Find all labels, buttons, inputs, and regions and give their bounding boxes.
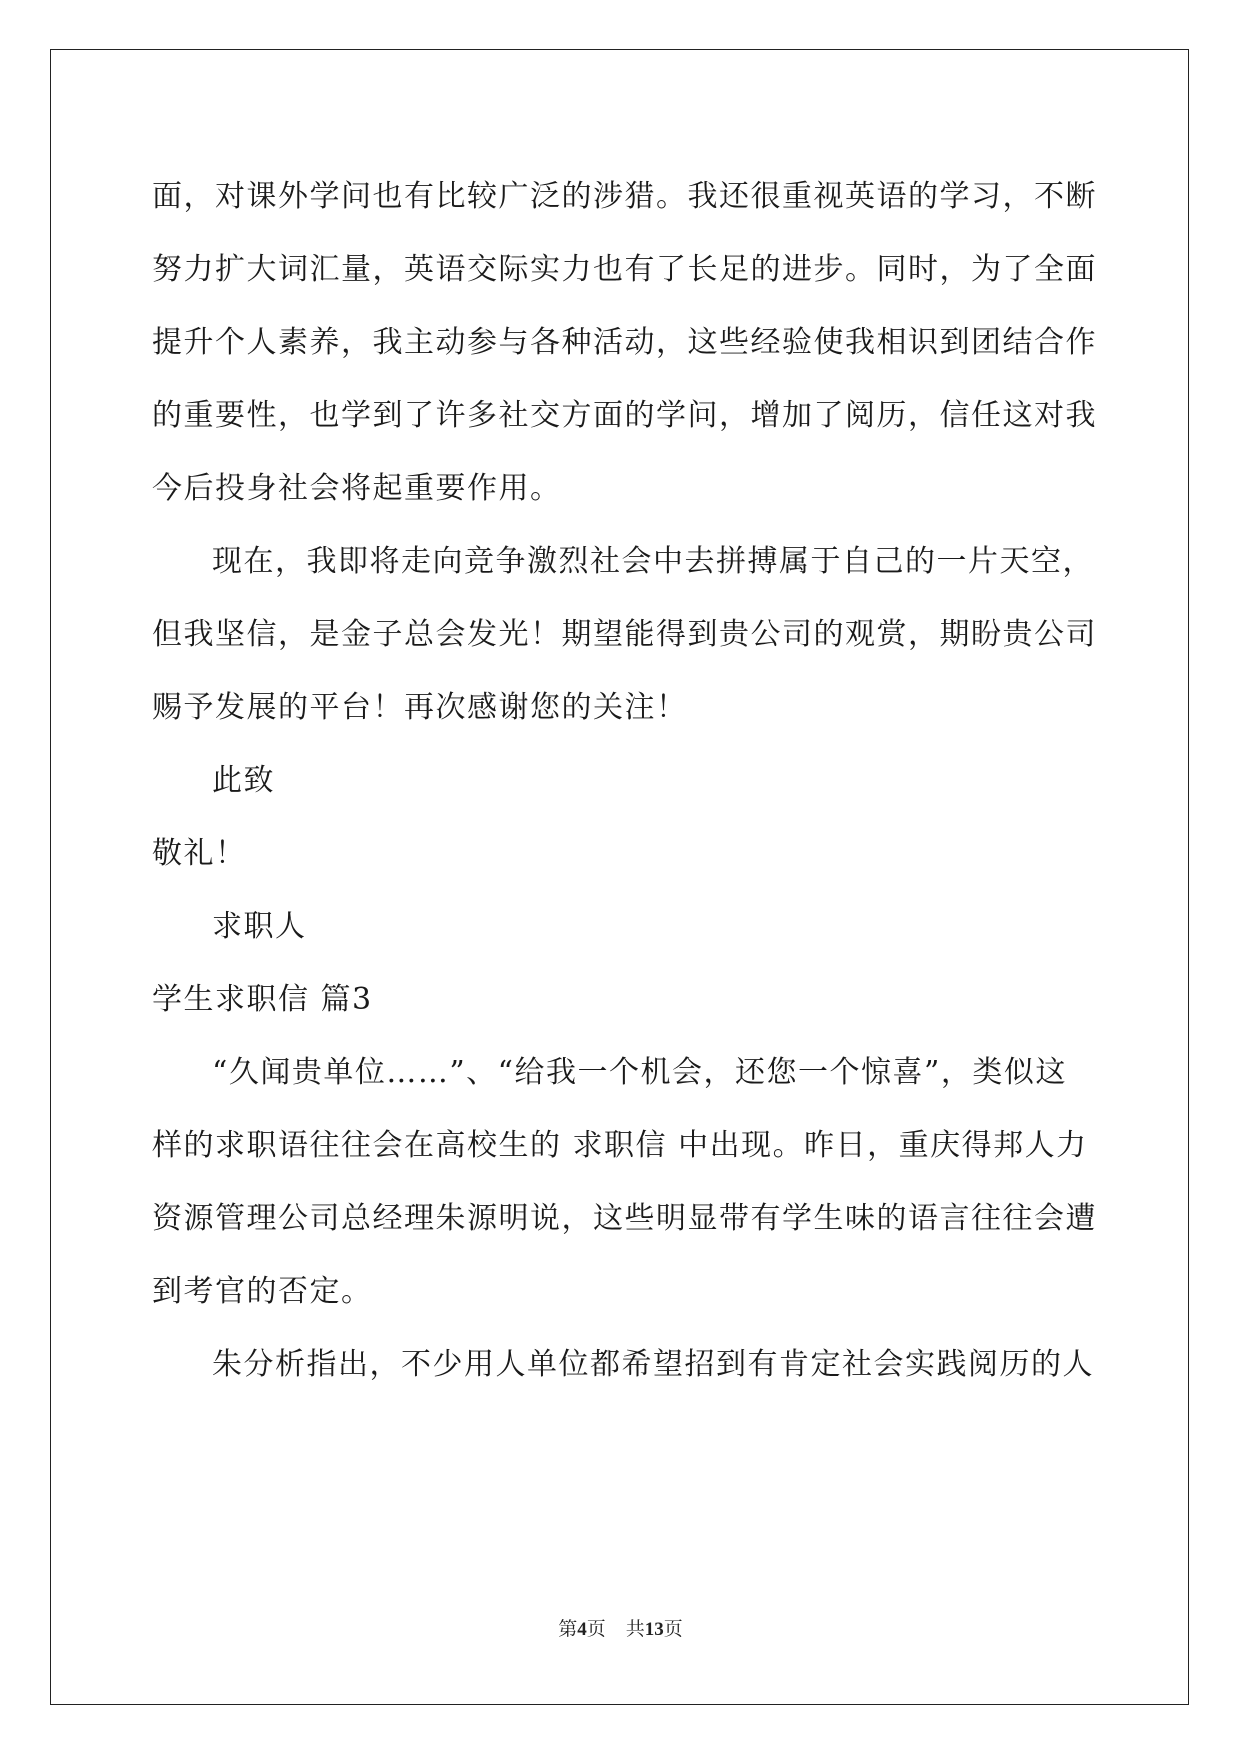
paragraph-start: “久闻贵单位……”、“给我一个机会，还您一个惊喜”，类似这	[212, 1055, 1067, 1090]
body-line: 提升个人素养，我主动参与各种活动，这些经验使我相识到团结合作	[152, 325, 1097, 360]
body-line: 的重要性，也学到了许多社交方面的学问，增加了阅历，信任这对我	[152, 398, 1097, 433]
body-line: 但我坚信，是金子总会发光！期望能得到贵公司的观赏，期盼贵公司	[152, 617, 1097, 652]
current-page-number: 4	[577, 1619, 587, 1640]
body-line: 资源管理公司总经理朱源明说，这些明显带有学生味的语言往往会遭	[152, 1201, 1097, 1236]
section-heading: 学生求职信 篇3	[152, 982, 373, 1017]
document-body	[152, 160, 1097, 1401]
body-line: 赐予发展的平台！再次感谢您的关注！	[152, 690, 688, 725]
closing-regards: 敬礼！	[152, 836, 247, 871]
body-line: 样的求职语往往会在高校生的 求职信 中出现。昨日，重庆得邦人力	[152, 1128, 1088, 1163]
total-page-count: 13	[644, 1619, 664, 1640]
signature-label: 求职人	[212, 909, 307, 944]
body-line: 今后投身社会将起重要作用。	[152, 471, 562, 506]
body-line: 面，对课外学问也有比较广泛的涉猎。我还很重视英语的学习，不断	[152, 179, 1097, 214]
paragraph-start: 现在，我即将走向竞争激烈社会中去拼搏属于自己的一片天空，	[212, 544, 1094, 579]
page-unit: 页	[586, 1619, 606, 1640]
total-unit: 页	[663, 1619, 683, 1640]
page-prefix: 第	[558, 1619, 578, 1640]
total-prefix: 共	[625, 1619, 645, 1640]
page-footer	[0, 1614, 1241, 1641]
paragraph-start: 朱分析指出，不少用人单位都希望招到有肯定社会实践阅历的人	[212, 1347, 1094, 1382]
body-line: 努力扩大词汇量，英语交际实力也有了长足的进步。同时，为了全面	[152, 252, 1097, 287]
body-line: 到考官的否定。	[152, 1274, 373, 1309]
closing-salutation: 此致	[212, 763, 275, 798]
